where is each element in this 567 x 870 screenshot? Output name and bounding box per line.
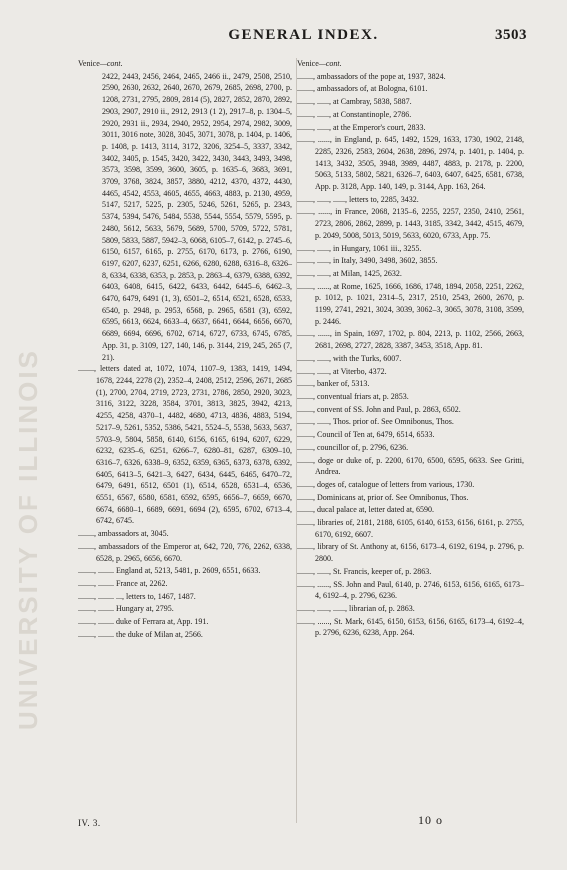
volume-mark: IV. 3.: [78, 818, 101, 828]
index-entry: ........, ambassadors of the pope at, 1937, 3824.: [297, 71, 446, 81]
right-entries: [297, 71, 524, 639]
index-entry: ........, ........ England at, 5213, 5481, p. 2609, 6551, 6633.: [78, 566, 261, 576]
index-entry: ........, ......, SS. John and Paul, 6140, p. 2746, 6153, 6156, 6165, 6173–4, 6192–4, p. 2796, 6236.: [297, 579, 524, 601]
index-entry: ........, ......, in Italy, 3490, 3498, 3602, 3855.: [297, 256, 438, 266]
index-entry: ........, ......, with the Turks, 6007.: [297, 353, 402, 363]
page-number: 3503: [495, 27, 527, 43]
page-header: [80, 27, 527, 47]
venice-reference-list: 2422, 2443, 2456, 2464, 2465, 2466 ii., 2479, 2508, 2510, 2590, 2630, 2632, 2640, 2670, 2679, 2685, 2698, 2700, p. 1208, 2731, 2795, 2809, 2814 (5), 2827, 2852, 2870, 2892, 2903, 2907, 2910 ii., 2912, 2913 (1 2), 2917–8, p. 1304–5, 2920, 2931 ii., 2934, 2940, 2952, 2954, 2974, 2982, 3009, 3011, 3016 note, 3028, 3045, 3071, 3078, p. 1404, p. 1406, p. 1408, p. 1413, 3114, 3172, 3206, 3254–5, 3337, 3342, 3402, 3405, p. 1545, 3420, 3422, 3430, 3443, 3493, 3498, 3573, 3598, 3599, 3600, 3605, p. 1635–6, 3683, 3691, 3709, 3768, 3824, 3857, 3880, 4212, 4370, 4372, 4430, 4465, 4542, 4553, 4605, 4655, 4663, 4883, p. 2130, 4959, 5147, 5217, 5225, p. 2305, 5246, 5261, 5265, p. 2343, 5374, 5394, 5476, 5484, 5538, 5544, 5554, 5579, 5595, p. 2480, 5612, 5633, 5679, 5689, 5700, 5709, 5722, 5781, 5809, 5833, 5887, 5942–3, 6068, 6105–7, 6142, p. 2745–6, 6150, 6157, 6165, p. 2755, 6170, 6173, p. 2766, 6190, 6197, 6207, 6237, 6251, 6266, 6280, 6288, 6316–8, 6326–8, 6334, 6338, 6353, p. 2853, p. 2863–4, 6379, 6388, 6392, 6403, 6408, 6415, 6422, 6433, 6442, 6445–6, 6462–3, 6470, 6479, 6491 (1, 3), 6501–2, 6514, 6521, 6528, 6533, 6540, p. 2948, p. 2953, 6568, p. 2965, 6581 (3), 6592, 6595, 6613, 6624, 6633–4, 6637, 6641, 6644, 6656, 6670, 6689, 6694, 6696, 6702, 6714, 6727, 6733, 6745, 6785, App. 31, p. 3109, 127, 140, 146, p. 3144, 219, 245, 265 (7, 21).: [102, 71, 292, 362]
index-entry: ........, library of St. Anthony at, 6156, 6173–4, 6192, 6194, p. 2796, p. 2800.: [297, 542, 524, 564]
index-entry: ........, letters dated at, 1072, 1074, 1107–9, 1383, 1419, 1494, 1678, 2244, 2278 (2), 2352–4, 2408, 2512, 2596, 2671, 2685 (1), 2700, 2704, 2719, 2723, 2731, 2786, 2850, 2920, 3023, 3116, 3122, 3228, 3584, 3701, 3813, 3825, 3942, 4213, 4255, 4258, 4370–1, 4482, 4680, 4713, 4836, 4883, 5194, 5217–9, 5261, 5352, 5386, 5421, 5524–5, 5538, 5633, 5637, 5703–9, 5804, 5858, 6140, 6156, 6165, 6194, 6207, 6229, 6232, 6235–6, 6251, 6266–7, 6280–81, 6287, 6309–10, 6316–7, 6326, 6338–9, 6352, 6359, 6365, 6373, 6378, 6392, 6405, 6413–5, 6421–3, 6427, 6434, 6445, 6465, 6470–72, 6479, 6491, 6512, 6501 (1), 6514, 6528, 6531–4, 6536, 6551, 6567, 6580, 6581, 6592, 6595, 6656–7, 6659, 6670, 6674, 6680–1, 6689, 6691, 6694 (2), 6595, 6702, 6713–4, 6742, 6745.: [78, 364, 292, 526]
index-entry: ........, ......, at Milan, 1425, 2632.: [297, 268, 402, 278]
left-column-heading: [78, 58, 292, 70]
index-entry: ........, libraries of, 2181, 2188, 6105, 6140, 6153, 6156, 6161, p. 2755, 6170, 6192, 6607.: [297, 518, 524, 539]
index-entry: ........, ......, at Constantinople, 2786.: [297, 109, 412, 119]
index-entry: ........, ......, at the Emperor's court, 2833.: [297, 122, 426, 132]
index-entry: ........, ........ ..., letters to, 1467, 1487.: [78, 591, 196, 601]
index-entry: ........, ......, in France, 2068, 2135–6, 2255, 2257, 2350, 2410, 2561, 2723, 2806, 2862, 2899, p. 1443, 3185, 3342, 3442, 4515, 4679, p. 2049, 5008, 5013, 5019, 5633, 6020, 6733, App. 75.: [297, 207, 524, 240]
heading-suffix: —cont.: [318, 59, 342, 68]
heading-term: Venice: [78, 59, 100, 68]
index-entry: ........, banker of, 5313.: [297, 379, 370, 389]
index-entry: ........, councillor of, p. 2796, 6236.: [297, 442, 409, 452]
index-entry: ........, ......, ......, librarian of, p. 2863.: [297, 603, 415, 613]
index-entry: ........, ......, at Rome, 1625, 1666, 1686, 1748, 1894, 2058, 2251, 2262, p. 1012, p. 1021, 2314–5, 2317, 2510, 2543, 2600, 2670, p. 1199, 2741, 2921, 3024, 3039, 3062–3, 3065, 3078, 3108, 3599, p. 2446.: [297, 281, 524, 326]
index-entry: ........, doges of, catalogue of letters from various, 1730.: [297, 479, 475, 489]
index-entry: ........, ......, at Viterbo, 4372.: [297, 366, 387, 376]
running-title: GENERAL INDEX.: [228, 27, 379, 43]
index-entry: ........, ......, in Spain, 1697, 1702, p. 804, 2213, p. 1102, 2566, 2663, 2681, 2698, 2727, 2828, 3387, 3453, 3518, App. 81.: [297, 329, 524, 351]
index-entry: ........, Council of Ten at, 6479, 6514, 6533.: [297, 430, 435, 440]
index-entry: ........, ......, St. Francis, keeper of, p. 2863.: [297, 566, 432, 576]
index-entry: ........, ......, ......, letters to, 2285, 3432.: [297, 194, 419, 204]
index-entry: ........, doge or duke of, p. 2200, 6170, 6500, 6595, 6633. See Gritti, Andrea.: [297, 455, 524, 477]
index-entry: ........, ambassadors at, 3045.: [78, 529, 169, 539]
heading-suffix: —cont.: [99, 59, 123, 68]
index-entry: ........, ......, St. Mark, 6145, 6150, 6153, 6156, 6165, 6173–4, 6192–4, p. 2796, 6236, 6238, App. 264.: [297, 616, 524, 638]
index-entry: ........, ......, in England, p. 645, 1492, 1529, 1633, 1730, 1902, 2148, 2285, 2326, 2583, 2604, 2638, 2896, 2974, p. 1401, p. 1404, p. 1413, 3432, 3505, 3948, 3989, 4487, 4883, p. 2178, p. 2200, 5063, 5133, 5802, 5821, 6326–7, 6403, 6407, 6425, 6581, 6738, App. p. 3128, App. 140, 149, p. 3144, App. 163, 264.: [297, 135, 524, 192]
index-entry: ........, ........ the duke of Milan at, 2566.: [78, 629, 203, 639]
index-entry: ........, ........ Hungary at, 2795.: [78, 604, 174, 614]
left-column: [78, 58, 292, 641]
library-watermark: UNIVERSITY OF ILLINOIS: [13, 348, 43, 730]
heading-term: Venice: [297, 59, 319, 68]
left-entries: [78, 363, 292, 640]
index-entry: ........, Dominicans at, prior of. See Omnibonus, Thos.: [297, 492, 469, 502]
right-column: [297, 58, 524, 640]
index-entry: ........, ......, at Cambray, 5838, 5887.: [297, 97, 412, 107]
index-entry: ........, ........ duke of Ferrara at, App. 191.: [78, 617, 209, 627]
index-entry: ........, convent of SS. John and Paul, p. 2863, 6502.: [297, 404, 461, 414]
right-column-heading: [297, 58, 524, 70]
index-entry: ........, conventual friars at, p. 2853.: [297, 391, 409, 401]
index-entry: ........, ambassadors of the Emperor at, 642, 720, 776, 2262, 6338, 6528, p. 2965, 6656, 6670.: [78, 541, 292, 563]
index-entry: ........, ......, in Hungary, 1061 iii., 3255.: [297, 243, 422, 253]
signature-mark: 10 o: [418, 813, 443, 827]
index-entry: ........, ambassadors of, at Bologna, 6101.: [297, 84, 428, 94]
index-entry: ........, ......, Thos. prior of. See Omnibonus, Thos.: [297, 417, 454, 427]
index-entry: ........, ........ France at, 2262.: [78, 578, 168, 588]
index-entry: ........, ducal palace at, letter dated at, 6590.: [297, 505, 435, 515]
